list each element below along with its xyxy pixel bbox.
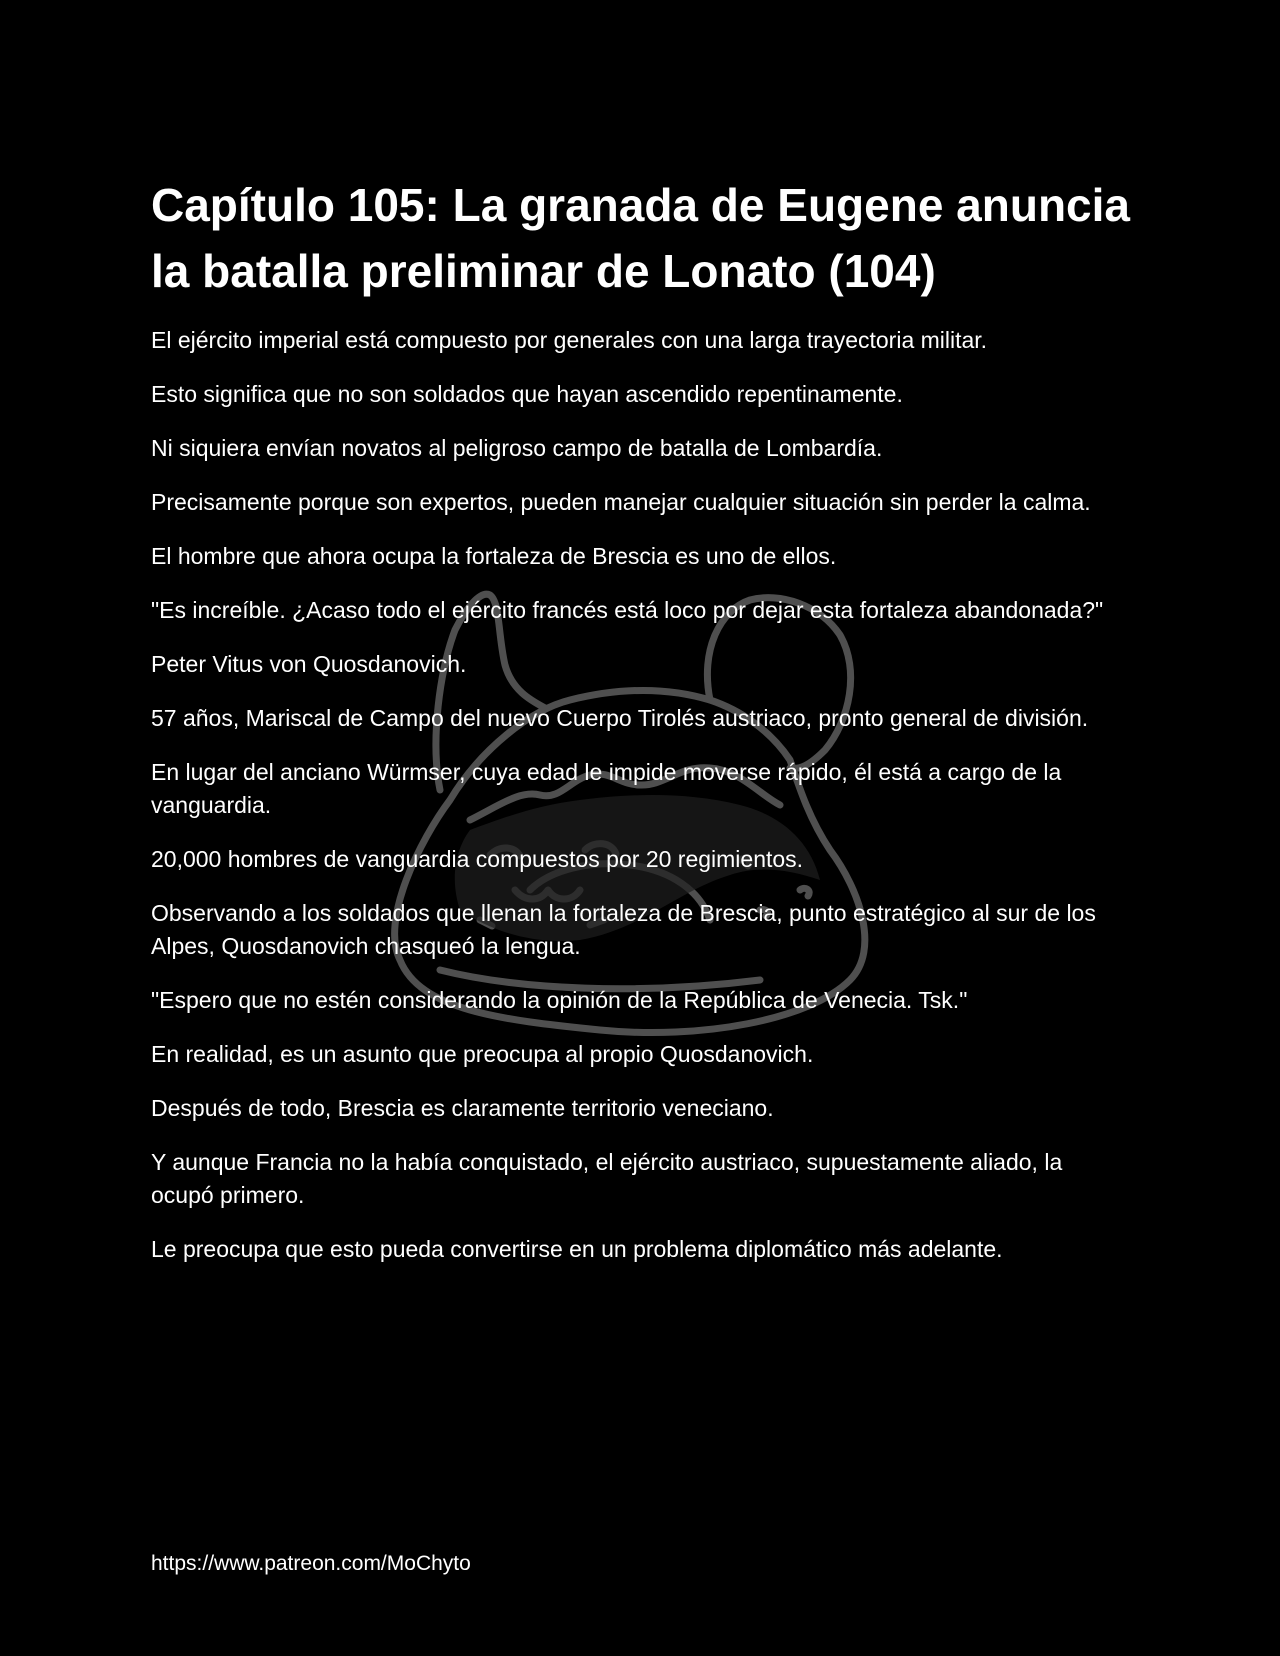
paragraph: En realidad, es un asunto que preocupa al propio Quosdanovich.: [151, 1041, 814, 1067]
paragraph: En lugar del anciano Würmser, cuya edad le impide moverse rápido, él está a cargo de la vanguardia.: [151, 759, 1062, 818]
paragraph: Después de todo, Brescia es claramente territorio veneciano.: [151, 1095, 774, 1121]
paragraph: Ni siquiera envían novatos al peligroso campo de batalla de Lombardía.: [151, 435, 883, 461]
paragraph: Y aunque Francia no la había conquistado, el ejército austriaco, supuestamente aliado, la ocupó primero.: [151, 1149, 1063, 1208]
chapter-title: Capítulo 105: La granada de Eugene anuncia la batalla preliminar de Lonato (104): [151, 179, 1131, 297]
paragraph: Observando a los soldados que llenan la fortaleza de Brescia, punto estratégico al sur de los Alpes, Quosdanovich chasqueó la lengua.: [151, 900, 1096, 959]
dialogue-paragraph: "Es increíble. ¿Acaso todo el ejército francés está loco por dejar esta fortaleza abandonada?": [151, 597, 1104, 623]
paragraph: Le preocupa que esto pueda convertirse en un problema diplomático más adelante.: [151, 1236, 1003, 1262]
paragraph: El ejército imperial está compuesto por generales con una larga trayectoria militar.: [151, 327, 988, 353]
chapter-page: [151, 172, 1131, 1287]
patreon-link[interactable]: https://www.patreon.com/MoChyto: [151, 1552, 471, 1575]
paragraph: Peter Vitus von Quosdanovich.: [151, 651, 467, 677]
paragraph: 20,000 hombres de vanguardia compuestos por 20 regimientos.: [151, 846, 804, 872]
paragraph: 57 años, Mariscal de Campo del nuevo Cuerpo Tirolés austriaco, pronto general de división.: [151, 705, 1089, 731]
dialogue-paragraph: "Espero que no estén considerando la opinión de la República de Venecia. Tsk.": [151, 987, 968, 1013]
paragraph: El hombre que ahora ocupa la fortaleza de Brescia es uno de ellos.: [151, 543, 837, 569]
paragraph: Esto significa que no son soldados que hayan ascendido repentinamente.: [151, 381, 903, 407]
paragraph: Precisamente porque son expertos, pueden manejar cualquier situación sin perder la calma.: [151, 489, 1091, 515]
